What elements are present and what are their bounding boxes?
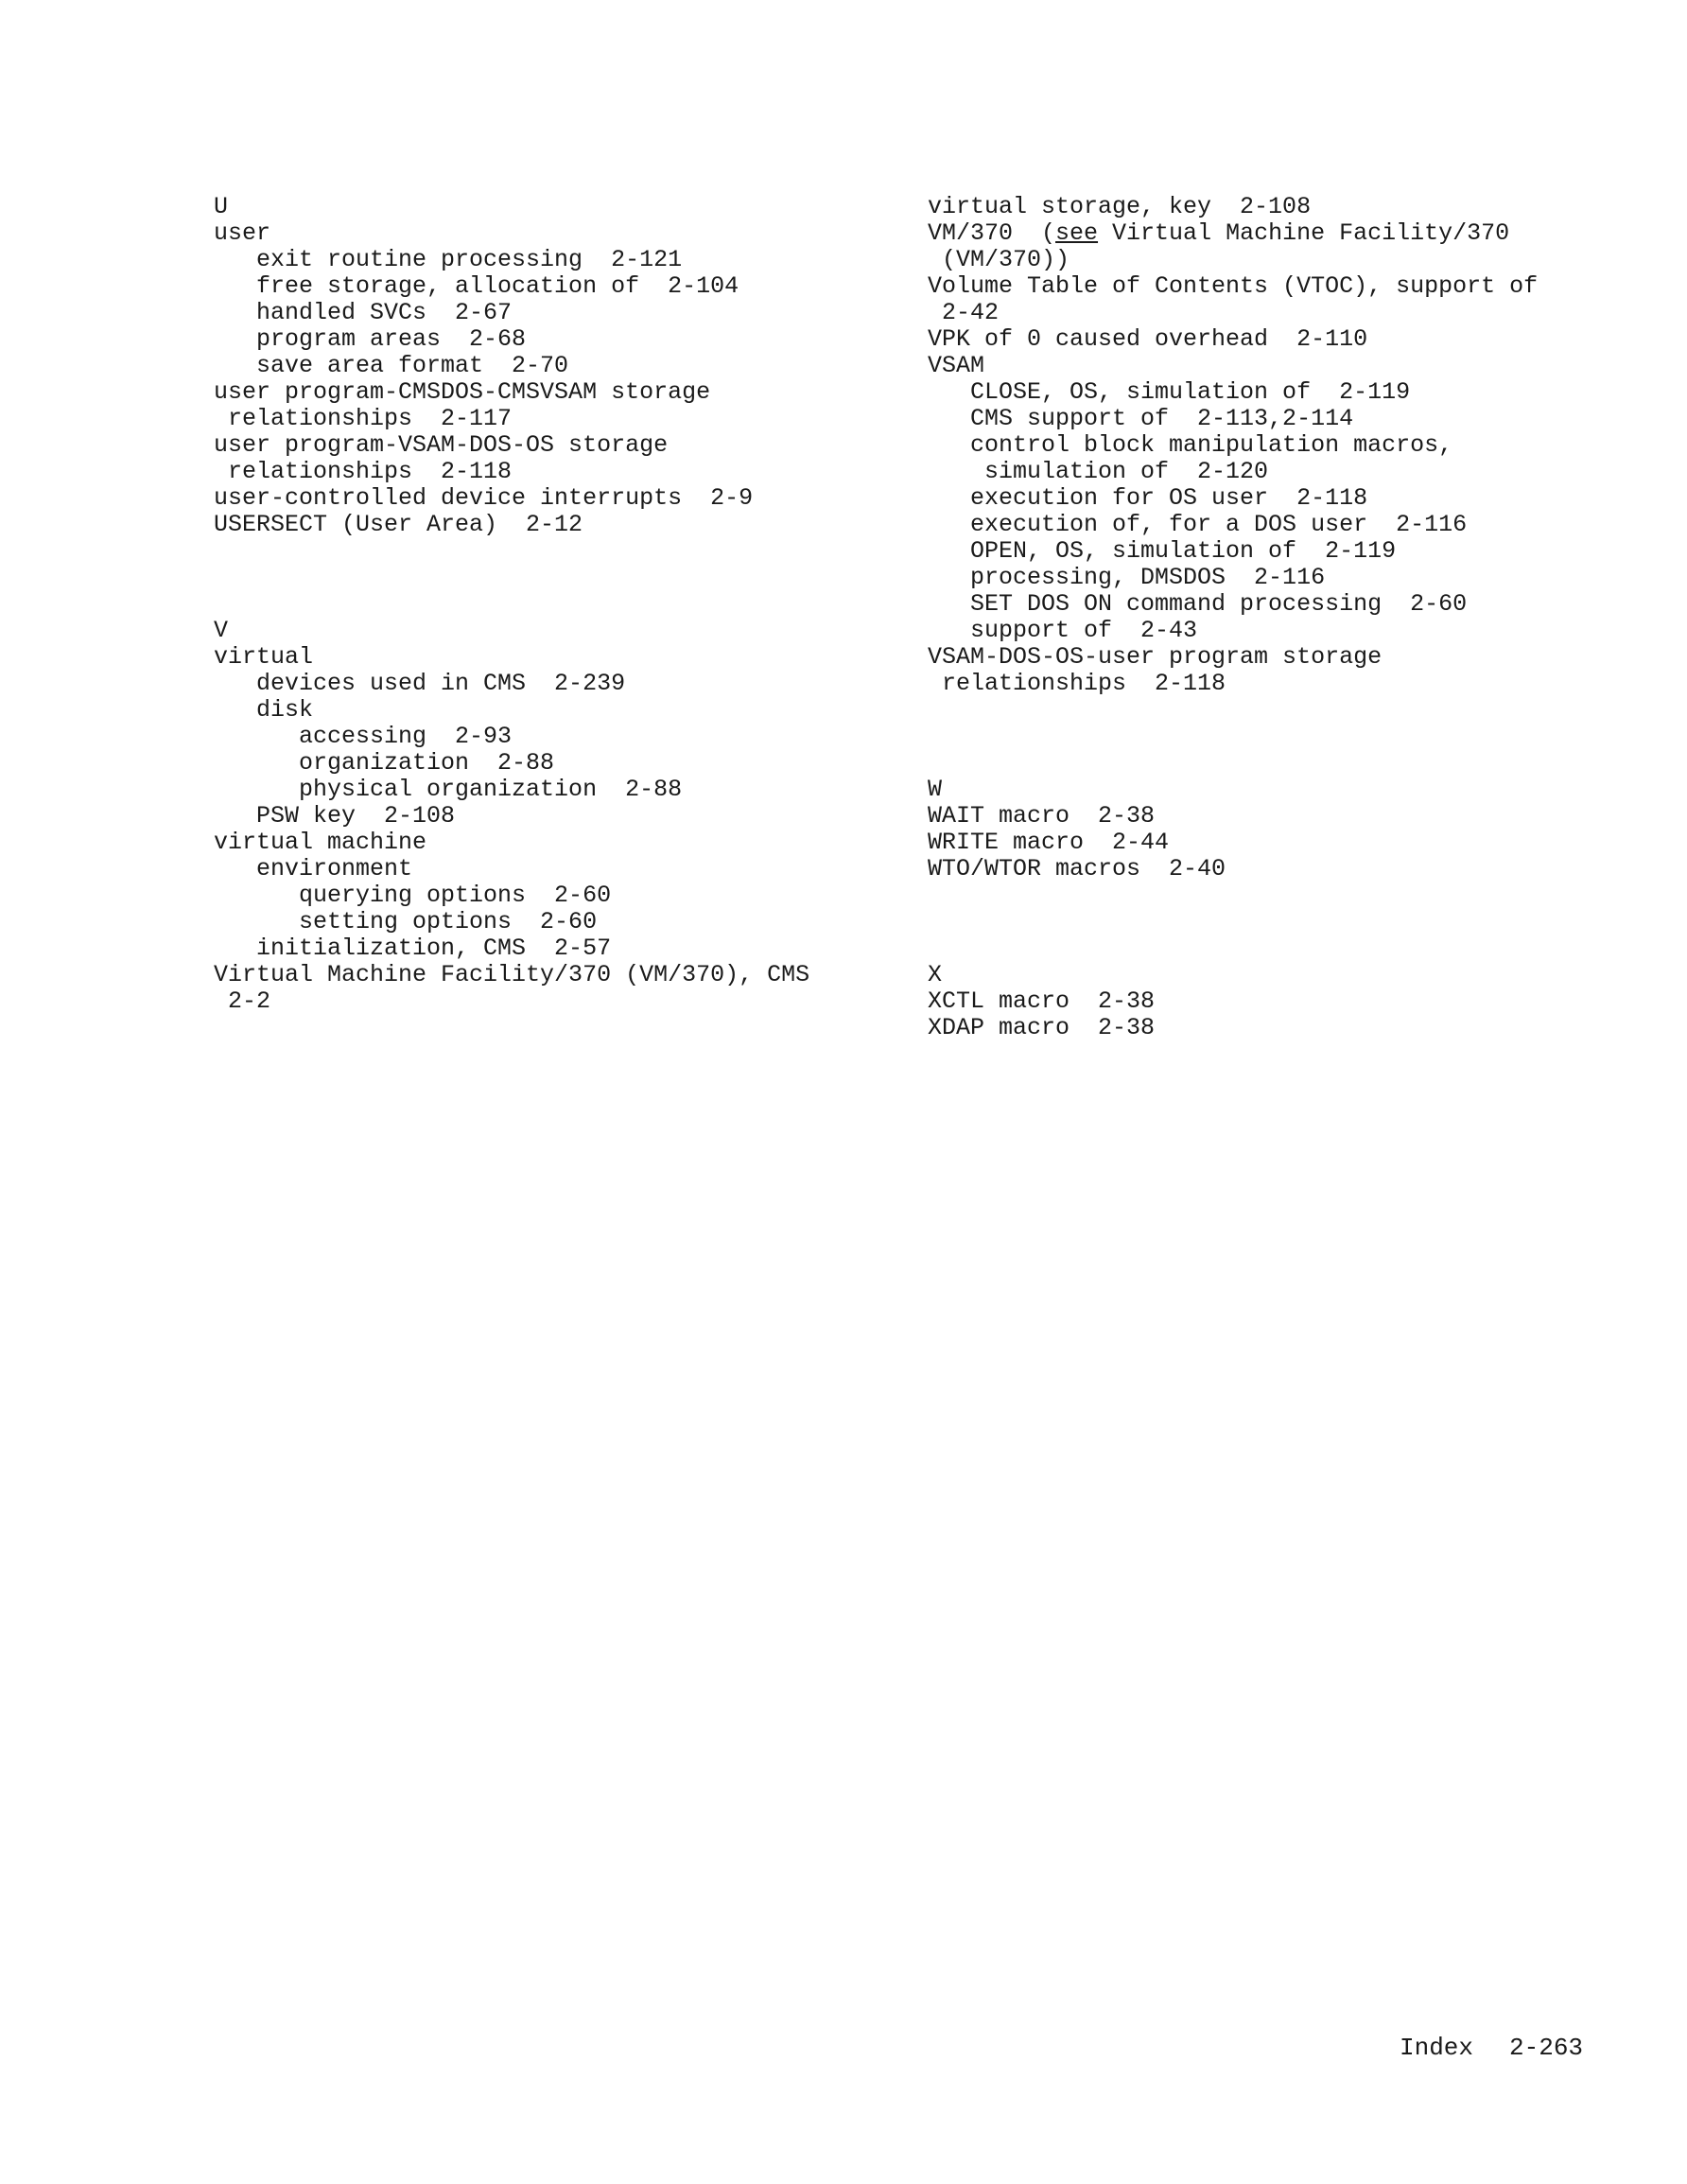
index-entry: WRITE macro 2-44	[928, 829, 1170, 856]
section-w-entries	[928, 803, 1627, 882]
index-entry: relationships 2-118	[214, 458, 513, 485]
section-gap	[214, 538, 895, 618]
section-v-entries	[214, 644, 895, 1015]
index-entry: organization 2-88	[214, 749, 555, 777]
index-entry: Virtual Machine Facility/370 (VM/370), CMS	[214, 961, 810, 988]
index-entry: user program-VSAM-DOS-OS storage	[214, 431, 669, 459]
index-entry: CLOSE, OS, simulation of 2-119	[928, 378, 1411, 406]
section-v-continued	[928, 194, 1627, 697]
section-letter-u: U	[214, 193, 229, 220]
see-reference: see	[1055, 219, 1099, 247]
index-entry: virtual storage, key 2-108	[928, 193, 1312, 220]
vm370-suffix: Virtual Machine Facility/370	[1098, 219, 1510, 247]
index-entry: XCTL macro 2-38	[928, 987, 1156, 1015]
index-entry: environment	[214, 855, 413, 882]
index-entry: user program-CMSDOS-CMSVSAM storage	[214, 378, 711, 406]
index-entry: CMS support of 2-113,2-114	[928, 405, 1354, 432]
section-u-entries	[214, 220, 895, 538]
index-entry: user-controlled device interrupts 2-9	[214, 484, 754, 512]
index-entry: devices used in CMS 2-239	[214, 670, 626, 697]
section-gap	[928, 697, 1627, 777]
index-entry: disk	[214, 696, 314, 724]
index-entry: accessing 2-93	[214, 723, 513, 750]
page-number: 2-263	[1509, 2034, 1584, 2062]
footer-label: Index	[1400, 2034, 1474, 2062]
index-entry: exit routine processing 2-121	[214, 246, 683, 273]
index-entry: VSAM-DOS-OS-user program storage	[928, 643, 1383, 671]
index-entry: control block manipulation macros,	[928, 431, 1453, 459]
index-entry: OPEN, OS, simulation of 2-119	[928, 537, 1397, 565]
index-entry: Volume Table of Contents (VTOC), support of	[928, 272, 1539, 300]
section-letter-x: X	[928, 961, 943, 988]
index-entry: (VM/370))	[928, 246, 1070, 273]
index-entry: 2-2	[214, 987, 271, 1015]
index-entry: querying options 2-60	[214, 882, 612, 909]
index-entry: initialization, CMS 2-57	[214, 935, 612, 962]
index-entry: simulation of 2-120	[928, 458, 1269, 485]
index-entry: processing, DMSDOS 2-116	[928, 564, 1326, 591]
index-entry: free storage, allocation of 2-104	[214, 272, 739, 300]
index-entry: handled SVCs 2-67	[214, 299, 513, 326]
index-entry: execution of, for a DOS user 2-116	[928, 511, 1468, 538]
section-letter-w: W	[928, 776, 943, 803]
index-entry: WAIT macro 2-38	[928, 802, 1156, 830]
page-footer	[1400, 2034, 1583, 2062]
right-column	[928, 194, 1627, 1041]
index-entry: user	[214, 219, 271, 247]
index-entry: relationships 2-117	[214, 405, 513, 432]
index-entry-vm370	[928, 220, 1627, 247]
index-entry: virtual machine	[214, 829, 427, 856]
section-x-entries	[928, 988, 1627, 1041]
index-entry: PSW key 2-108	[214, 802, 456, 830]
index-entry: execution for OS user 2-118	[928, 484, 1368, 512]
index-entry: support of 2-43	[928, 617, 1198, 644]
index-entry: physical organization 2-88	[214, 776, 683, 803]
section-letter-v: V	[214, 617, 229, 644]
index-entry: virtual	[214, 643, 314, 671]
index-entry: program areas 2-68	[214, 325, 527, 353]
index-entry: setting options 2-60	[214, 908, 598, 935]
index-entry: VSAM	[928, 352, 985, 379]
index-entry: relationships 2-118	[928, 670, 1226, 697]
index-entry: WTO/WTOR macros 2-40	[928, 855, 1226, 882]
index-entry: SET DOS ON command processing 2-60	[928, 590, 1468, 618]
index-entry: 2-42	[928, 299, 1000, 326]
vm370-prefix: VM/370 (	[928, 219, 1056, 247]
index-entry: XDAP macro 2-38	[928, 1014, 1156, 1041]
index-entry: VPK of 0 caused overhead 2-110	[928, 325, 1368, 353]
section-gap	[928, 882, 1627, 962]
index-entry: USERSECT (User Area) 2-12	[214, 511, 583, 538]
left-column	[214, 194, 895, 1015]
index-entry: save area format 2-70	[214, 352, 569, 379]
